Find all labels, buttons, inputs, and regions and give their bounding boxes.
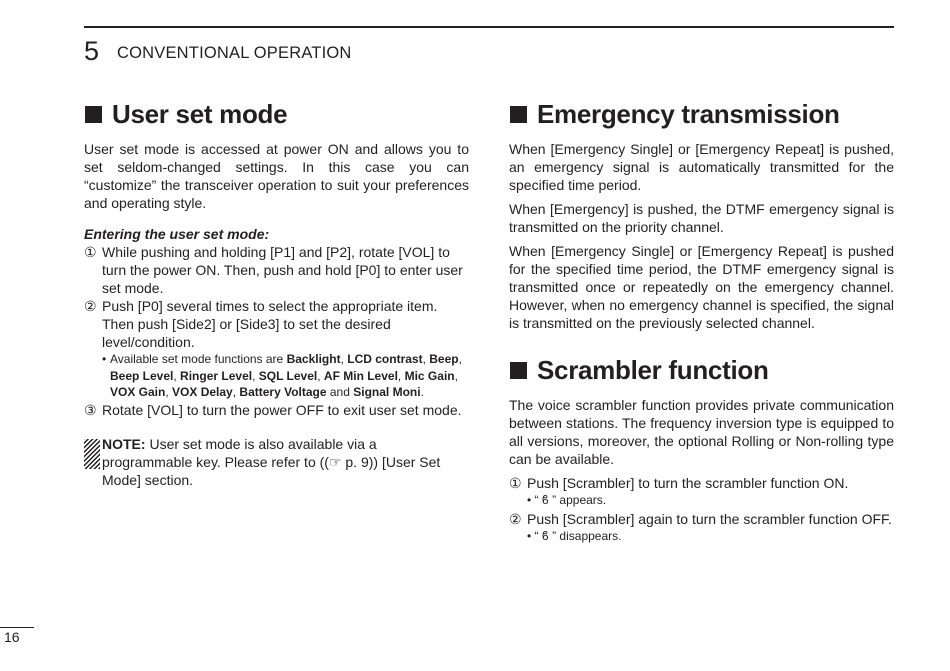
- scrambler-step-2-note: • “ ϐ ” disappears.: [527, 529, 622, 543]
- step-text: Push [Scrambler] to turn the scrambler function ON.: [527, 475, 849, 491]
- step-number: ①: [509, 475, 522, 491]
- function-name: Signal Moni: [353, 385, 421, 399]
- left-column: [84, 98, 469, 489]
- scrambler-intro: The voice scrambler function provides private communication between stations. The frequency inversion type is equipped to all versions, moreover, the optional Rolling or Non-rolling type can be available.: [509, 397, 894, 467]
- step-1: [84, 243, 469, 297]
- step-text: While pushing and holding [P1] and [P2], rotate [VOL] to turn the power ON. Then, push and hold [P0] to enter user set mode.: [102, 244, 463, 296]
- square-bullet-icon: [85, 106, 102, 123]
- function-name: Battery Voltage: [239, 385, 327, 399]
- function-name: AF Min Level: [323, 368, 398, 383]
- section-heading-user-set-mode: User set mode: [84, 98, 469, 130]
- step-text: Push [P0] several times to select the appropriate item. Then push [Side2] or [Side3] to set the desired level/condition.: [102, 298, 438, 350]
- note-hatch-icon: [84, 439, 100, 469]
- function-name: Beep: [429, 352, 459, 366]
- available-functions-text: Available set mode functions are Backlight, LCD contrast, Beep, Beep Level, Ringer Level, SQL Level, AF Min Level, Mic Gain, VOX Gain, VOX Delay, Battery Voltage and Signal Moni.: [110, 352, 462, 399]
- scrambler-step-2: [509, 510, 894, 528]
- function-name: LCD contrast: [347, 352, 423, 366]
- function-name: Mic Gain: [404, 368, 455, 383]
- function-name: VOX Gain: [110, 385, 166, 399]
- function-name: Backlight: [286, 352, 341, 366]
- section-heading-emergency: Emergency transmission: [509, 98, 894, 130]
- section-heading-scrambler: Scrambler function: [509, 354, 894, 386]
- step-number: ①: [84, 244, 97, 260]
- square-bullet-icon: [510, 362, 527, 379]
- function-name: VOX Delay: [172, 385, 233, 399]
- step-text: Push [Scrambler] again to turn the scrambler function OFF.: [527, 511, 892, 527]
- page-number: 16: [4, 629, 20, 645]
- available-functions-bullet: • Available set mode functions are Backlight, LCD contrast, Beep, Beep Level, Ringer Level, SQL Level, AF Min Level, Mic Gain, VOX Gain, VOX Delay, Battery Voltage and Signal Moni.: [84, 351, 469, 401]
- header-rule: [84, 26, 894, 28]
- step-number: ②: [509, 511, 522, 527]
- step-number: ②: [84, 298, 97, 314]
- note-text: NOTE: User set mode is also available via a programmable key. Please refer to ((☞ p. 9)) [User Set Mode] section.: [102, 435, 441, 488]
- user-set-mode-intro: User set mode is accessed at power ON and allows you to set seldom-changed settings. In this case you can “customize” the transceiver operation to suit your preferences and operating style.: [84, 141, 469, 211]
- function-name: Beep Level: [110, 368, 174, 383]
- chapter-title: CONVENTIONAL OPERATION: [117, 44, 352, 62]
- subheading-entering: Entering the user set mode:: [84, 226, 270, 242]
- emergency-paragraph: When [Emergency Single] or [Emergency Repeat] is pushed for the specified time period, the DTMF emergency signal is transmitted once or repeatedly on the emergency channel. However, when no emergency channel is specified, the signal is transmitted on the previously selected channel.: [509, 243, 894, 331]
- step-number: ③: [84, 401, 97, 418]
- chapter-number: 5: [84, 36, 100, 66]
- scrambler-step-1: [509, 474, 894, 492]
- square-bullet-icon: [510, 106, 527, 123]
- step-text: Rotate [VOL] to turn the power OFF to exit user set mode.: [102, 401, 462, 418]
- function-name: SQL Level: [258, 368, 318, 383]
- function-name: Ringer Level: [180, 368, 253, 383]
- emergency-paragraph: When [Emergency Single] or [Emergency Repeat] is pushed, an emergency signal is automatically transmitted for the specified time period.: [509, 141, 894, 193]
- right-column: [509, 98, 894, 544]
- step-2: [84, 297, 469, 351]
- note-box: [84, 435, 469, 489]
- emergency-paragraph: When [Emergency] is pushed, the DTMF emergency signal is transmitted on the priority channel.: [509, 201, 894, 235]
- step-3: [84, 401, 469, 419]
- scrambler-step-1-note: • “ ϐ ” appears.: [527, 493, 607, 507]
